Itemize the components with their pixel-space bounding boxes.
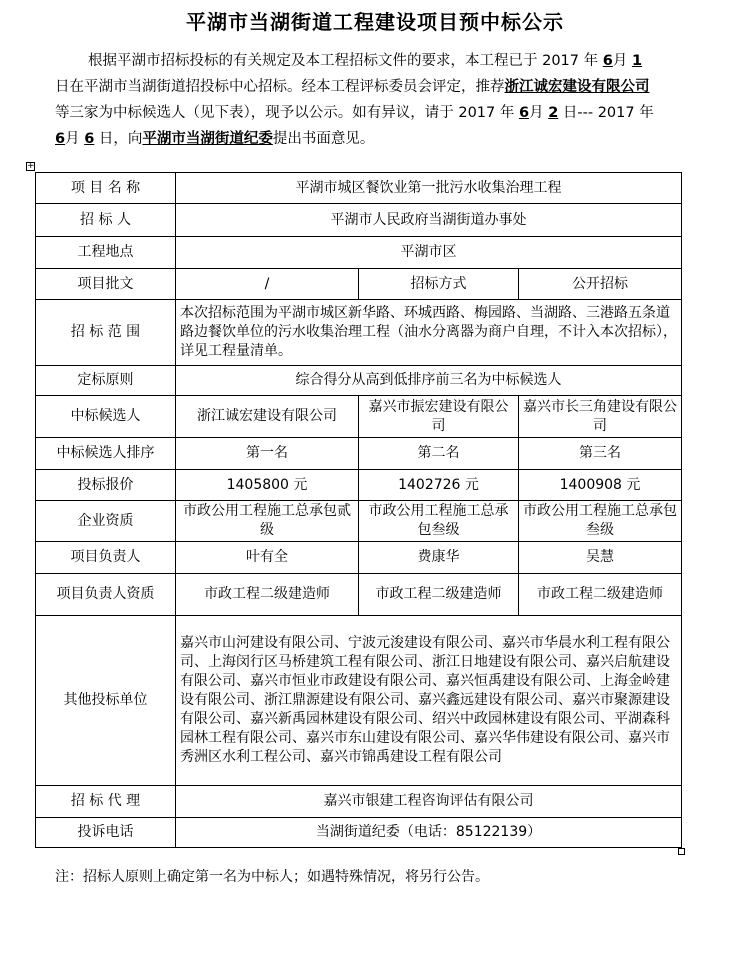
intro-text: 提出书面意见。 xyxy=(272,131,375,147)
complaint-agency: 平湖市当湖街道纪委 xyxy=(142,131,273,147)
intro-paragraph xyxy=(55,48,655,152)
row-label: 项目批文 xyxy=(36,269,176,300)
row-label: 工程地点 xyxy=(36,237,176,269)
table-row xyxy=(36,616,682,786)
row-label: 项 目 名 称 xyxy=(36,173,176,204)
date-day-to: 6 xyxy=(84,131,95,147)
candidate-rank: 第二名 xyxy=(359,438,519,470)
table-row xyxy=(36,470,682,501)
row-label: 招标方式 xyxy=(359,269,519,300)
candidate-bid: 1400908 元 xyxy=(519,470,682,501)
recommended-company: 浙江诚宏建设有限公司 xyxy=(504,79,650,95)
table-row xyxy=(36,501,682,542)
row-label: 招 标 人 xyxy=(36,204,176,237)
intro-text: 月 xyxy=(65,131,85,147)
intro-text: 等三家为中标候选人（见下表），现予以公示。如有异议，请于 2017 年 xyxy=(55,105,519,121)
candidate-manager: 吴慧 xyxy=(519,542,682,574)
project-name: 平湖市城区餐饮业第一批污水收集治理工程 xyxy=(176,173,682,204)
candidate-manager: 叶有全 xyxy=(176,542,359,574)
manager-qualification: 市政工程二级建造师 xyxy=(176,574,359,616)
footnote: 注：招标人原则上确定第一名为中标人；如遇特殊情况，将另行公告。 xyxy=(55,869,489,885)
candidate-rank: 第一名 xyxy=(176,438,359,470)
bid-table xyxy=(35,172,682,848)
manager-qualification: 市政工程二级建造师 xyxy=(359,574,519,616)
row-label: 企业资质 xyxy=(36,501,176,542)
intro-text: 月 xyxy=(529,105,549,121)
tender-method: 公开招标 xyxy=(519,269,682,300)
row-label: 项目负责人资质 xyxy=(36,574,176,616)
row-label: 项目负责人 xyxy=(36,542,176,574)
table-row xyxy=(36,204,682,237)
candidate-qualification: 市政公用工程施工总承包叁级 xyxy=(359,501,519,542)
candidate-name: 嘉兴市长三角建设有限公司 xyxy=(519,396,682,438)
row-label: 招 标 范 围 xyxy=(36,300,176,366)
table-row xyxy=(36,300,682,366)
candidate-rank: 第三名 xyxy=(519,438,682,470)
tenderer: 平湖市人民政府当湖街道办事处 xyxy=(176,204,682,237)
row-label: 投诉电话 xyxy=(36,818,176,848)
table-row xyxy=(36,818,682,848)
table-row xyxy=(36,396,682,438)
table-row xyxy=(36,438,682,470)
candidate-qualification: 市政公用工程施工总承包叁级 xyxy=(519,501,682,542)
intro-text: 日，向 xyxy=(94,131,143,147)
candidate-bid: 1402726 元 xyxy=(359,470,519,501)
row-label: 中标候选人排序 xyxy=(36,438,176,470)
intro-text: 根据平湖市招标投标的有关规定及本工程招标文件的要求，本工程已于 2017 年 xyxy=(88,53,603,69)
candidate-name: 嘉兴市振宏建设有限公司 xyxy=(359,396,519,438)
candidate-qualification: 市政公用工程施工总承包贰级 xyxy=(176,501,359,542)
row-label: 其他投标单位 xyxy=(36,616,176,786)
table-row xyxy=(36,786,682,818)
row-label: 招 标 代 理 xyxy=(36,786,176,818)
tender-scope: 本次招标范围为平湖市城区新华路、环城西路、梅园路、当湖路、三港路五条道路边餐饮单位的污水收集治理工程（油水分离器为商户自理，不计入本次招标），详见工程量清单。 xyxy=(176,300,682,366)
date-month-to: 6 xyxy=(55,131,66,147)
table-resize-handle-icon[interactable] xyxy=(678,848,685,855)
approval-value: / xyxy=(176,269,359,300)
date-day-open: 1 xyxy=(631,53,643,69)
date-month-start: 6 xyxy=(602,53,613,69)
row-label: 投标报价 xyxy=(36,470,176,501)
intro-text: 日在平湖市当湖街道招投标中心招标。经本工程评标委员会评定，推荐 xyxy=(55,79,505,95)
table-row xyxy=(36,237,682,269)
page-title: 平湖市当湖街道工程建设项目预中标公示 xyxy=(186,10,564,34)
candidate-manager: 费康华 xyxy=(359,542,519,574)
candidate-bid: 1405800 元 xyxy=(176,470,359,501)
tender-agent: 嘉兴市银建工程咨询评估有限公司 xyxy=(176,786,682,818)
project-location: 平湖市区 xyxy=(176,237,682,269)
intro-text: 月 xyxy=(612,53,632,69)
table-row xyxy=(36,269,682,300)
table-move-handle-icon[interactable]: + xyxy=(27,161,35,171)
table-row xyxy=(36,542,682,574)
table-row xyxy=(36,366,682,396)
manager-qualification: 市政工程二级建造师 xyxy=(519,574,682,616)
candidate-name: 浙江诚宏建设有限公司 xyxy=(176,396,359,438)
other-bidders: 嘉兴市山河建设有限公司、宁波元浚建设有限公司、嘉兴市华晨水利工程有限公司、上海闵行区马桥建筑工程有限公司、浙江日地建设有限公司、嘉兴启航建设有限公司、嘉兴市恒业市政建设有限公司、嘉兴恒禹建设有限公司、上海金岭建设有限公司、浙江鼎源建设有限公司、嘉兴鑫远建设有限公司、嘉兴市聚源建设有限公司、嘉兴新禹园林建设有限公司、绍兴中政园林建设有限公司、平湖森科园林工程有限公司、嘉兴市东山建设有限公司、嘉兴华伟建设有限公司、嘉兴市秀洲区水利工程公司、嘉兴市锦禹建设工程有限公司 xyxy=(176,616,682,786)
complaint-phone: 当湖街道纪委（电话：85122139） xyxy=(176,818,682,848)
table-row xyxy=(36,173,682,204)
date-month-from: 6 xyxy=(518,105,530,121)
row-label: 中标候选人 xyxy=(36,396,176,438)
row-label: 定标原则 xyxy=(36,366,176,396)
intro-text: 日--- 2017 年 xyxy=(558,105,654,121)
table-row xyxy=(36,574,682,616)
date-day-from: 2 xyxy=(548,105,559,121)
award-principle: 综合得分从高到低排序前三名为中标候选人 xyxy=(176,366,682,396)
